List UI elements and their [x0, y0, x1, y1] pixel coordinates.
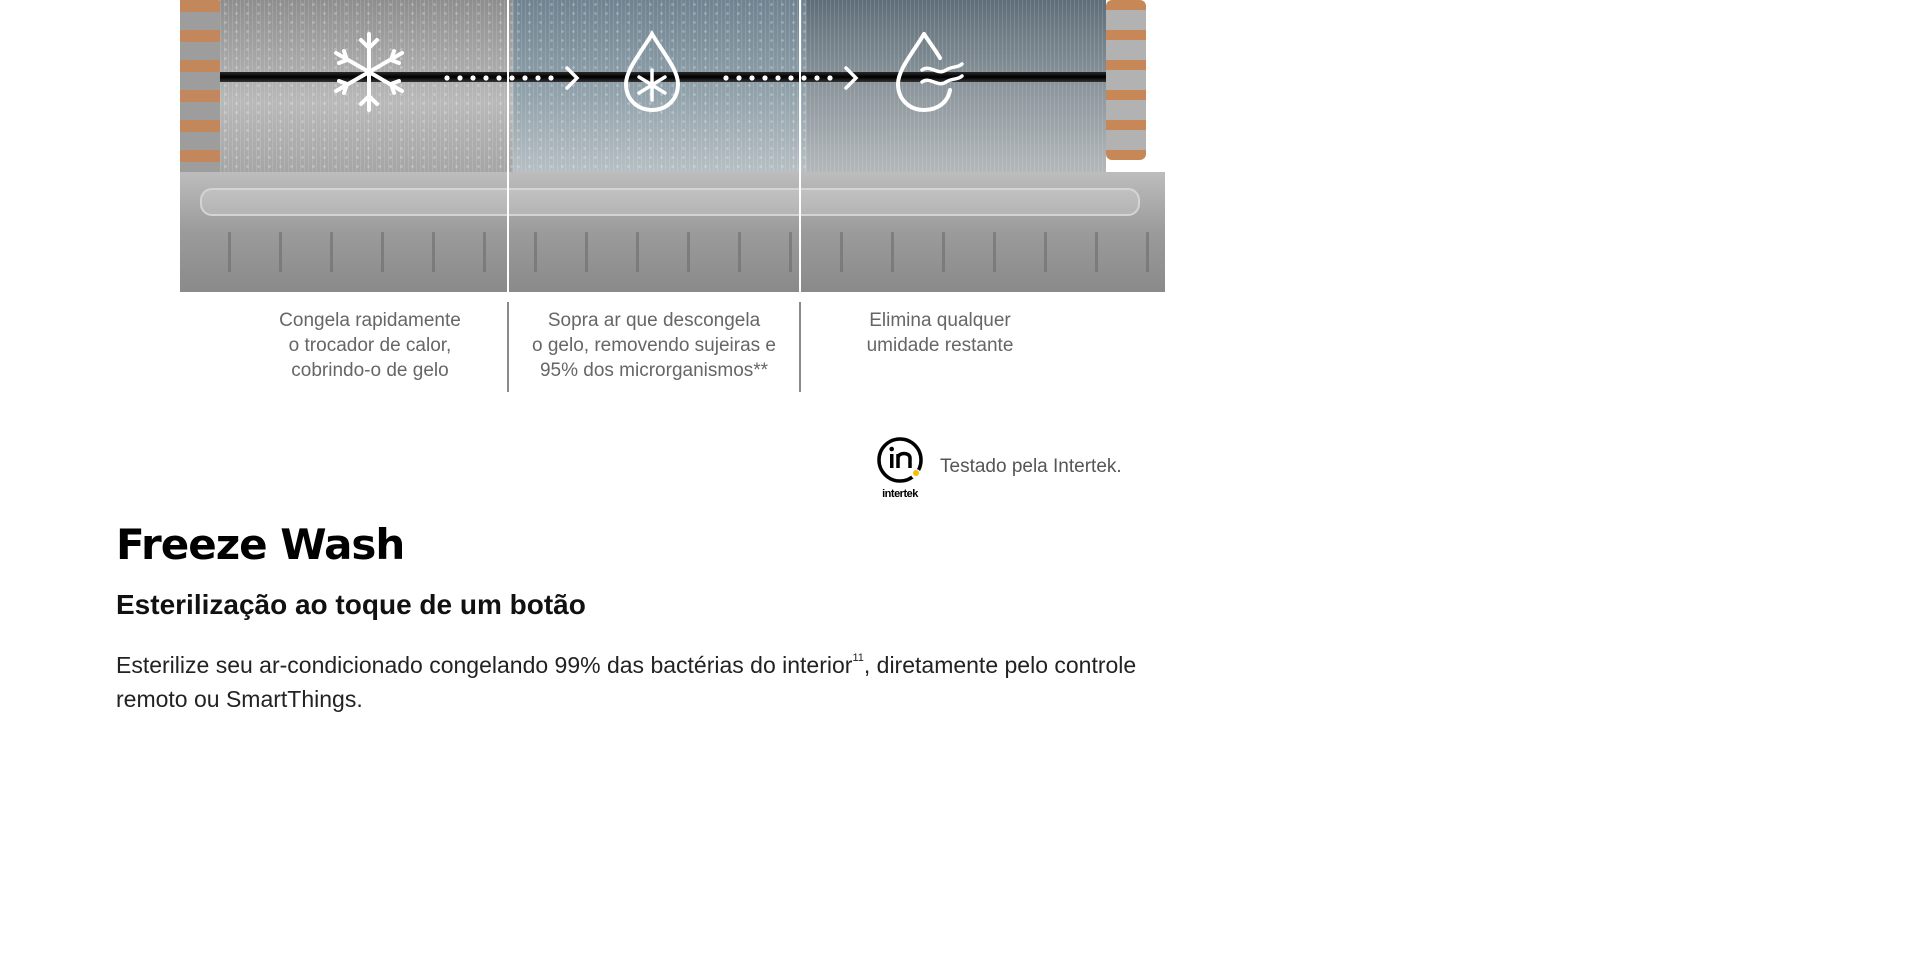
intertek-logo-mark	[876, 436, 924, 488]
caption-divider	[507, 302, 509, 392]
copper-pipes-right	[1106, 0, 1146, 160]
dotted-arrow-right-icon	[443, 66, 583, 90]
certification-label: Testado pela Intertek.	[940, 456, 1122, 477]
drain-tray-rim	[200, 188, 1140, 216]
step-caption-dry: Elimina qualquer umidade restante	[866, 310, 1014, 356]
intertek-certification	[876, 436, 1122, 502]
snowflake-icon	[327, 30, 411, 114]
step-caption-freeze: Congela rapidamente o trocador de calor, cobrindo-o de gelo	[279, 310, 461, 381]
intertek-logo	[876, 436, 924, 502]
step-divider	[799, 0, 801, 292]
caption-divider	[799, 302, 801, 392]
copper-pipes-left	[180, 0, 224, 200]
footnote-mark: 11	[852, 652, 864, 664]
feature-body-end: , diretamente pelo controle remoto ou SmartThings.	[116, 652, 1137, 712]
dotted-arrow-right-icon	[722, 66, 862, 90]
step-caption-thaw: Sopra ar que descongela o gelo, removendo sujeiras e 95% dos microrganismos**	[532, 310, 776, 381]
feature-body-start: Esterilize seu ar-condicionado congelando 99% das bactérias do interior	[116, 652, 853, 678]
step-divider	[507, 0, 509, 292]
intertek-logo-word: intertek	[882, 488, 918, 500]
feature-body	[116, 641, 1166, 716]
water-drop-snowflake-icon	[610, 30, 694, 114]
water-drop-wind-icon	[886, 30, 970, 114]
freeze-wash-figure	[0, 0, 1180, 520]
feature-subtitle: Esterilização ao toque de um botão	[116, 589, 586, 620]
drain-tray-slats	[180, 232, 1165, 272]
feature-title: Freeze Wash	[116, 520, 405, 569]
feature-description	[116, 520, 1166, 716]
